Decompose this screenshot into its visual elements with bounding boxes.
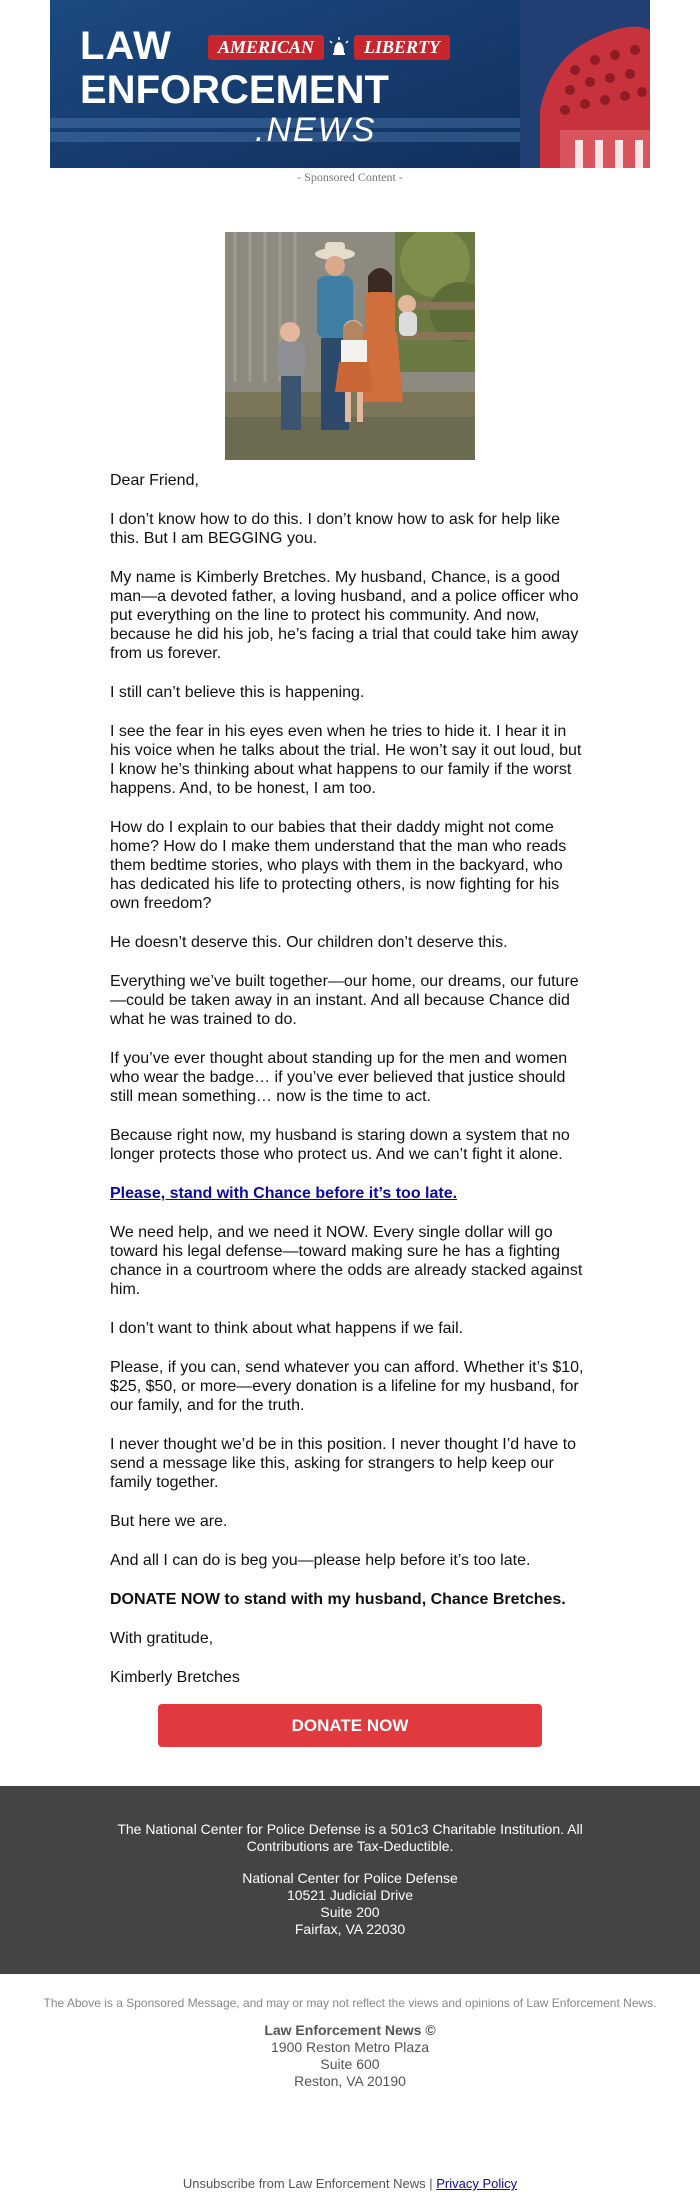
charity-address bbox=[0, 1870, 700, 1938]
donate-now-button[interactable]: DONATE NOW bbox=[158, 1704, 542, 1747]
stand-with-chance-paragraph bbox=[110, 1184, 590, 1203]
header-banner[interactable] bbox=[50, 0, 650, 168]
letter-paragraph: My name is Kimberly Bretches. My husband, Chance, is a good man—a devoted father, a loving husband, and a police officer who put everything on the line to protect his community. And now, because he did his job, he’s facing a trial that could take him away from us forever. bbox=[110, 569, 579, 662]
address-line: National Center for Police Defense bbox=[242, 1870, 458, 1886]
stand-with-chance-link[interactable]: Please, stand with Chance before it’s too late. bbox=[110, 1185, 458, 1202]
charity-footer bbox=[0, 1786, 700, 1974]
letter-paragraph: I see the fear in his eyes even when he tries to hide it. I hear it in his voice when he talks about the trial. He won’t say it out loud, but I know he’s thinking about what happens to our family if the worst happens. And, to be honest, I am too. bbox=[110, 723, 582, 797]
logo-text-enforcement: ENFORCEMENT bbox=[80, 68, 389, 112]
family-photo bbox=[225, 232, 475, 460]
badge-american: AMERICAN bbox=[208, 35, 324, 60]
liberty-bell-icon bbox=[328, 35, 350, 59]
letter-paragraph: Everything we’ve built together—our home, our dreams, our future—could be taken away in an instant. And all because Chance did what he was trained to do. bbox=[110, 973, 579, 1028]
unsubscribe-bar bbox=[0, 2176, 700, 2191]
letter-paragraph: But here we are. bbox=[110, 1513, 228, 1530]
badge-liberty: LIBERTY bbox=[354, 35, 450, 60]
letter-paragraph: I still can’t believe this is happening. bbox=[110, 684, 365, 701]
logo-text-news: .NEWS bbox=[255, 111, 377, 149]
separator: | bbox=[429, 2176, 433, 2191]
logo-text-law: LAW bbox=[80, 24, 172, 68]
flag-silhouette-icon bbox=[520, 0, 650, 168]
letter-paragraph: We need help, and we need it NOW. Every single dollar will go toward his legal defense—toward making sure he has a fighting chance in a courtroom where the odds are already stacked against him. bbox=[110, 1224, 583, 1298]
publisher-name: Law Enforcement News © bbox=[264, 2022, 436, 2038]
unsubscribe-link[interactable]: Unsubscribe from Law Enforcement News bbox=[182, 2176, 426, 2191]
letter-paragraph: I don’t know how to do this. I don’t know how to ask for help like this. But I am BEGGING you. bbox=[110, 511, 561, 547]
tax-deductible-notice: The National Center for Police Defense is a 501c3 Charitable Institution. All Contributions are Tax-Deductible. bbox=[117, 1821, 583, 1854]
donate-bold-cta: DONATE NOW to stand with my husband, Chance Bretches. bbox=[110, 1591, 566, 1608]
family-photo-icon bbox=[225, 232, 475, 460]
sponsored-label: - Sponsored Content - bbox=[297, 170, 403, 184]
publisher-address-line: 1900 Reston Metro Plaza bbox=[271, 2039, 429, 2055]
american-liberty-badge bbox=[208, 34, 450, 60]
address-line: Fairfax, VA 22030 bbox=[294, 1921, 406, 1937]
letter-paragraph: Because right now, my husband is staring down a system that no longer protects those who protect us. And we can’t fight it alone. bbox=[110, 1127, 570, 1163]
privacy-policy-link[interactable]: Privacy Policy bbox=[436, 2176, 518, 2191]
letter-paragraph: If you’ve ever thought about standing up for the men and women who wear the badge… if you’ve ever believed that justice should still mean something… now is the time to act. bbox=[110, 1050, 568, 1105]
letter-paragraph: I don’t want to think about what happens if we fail. bbox=[110, 1320, 464, 1337]
letter-body bbox=[110, 471, 590, 1707]
letter-signature: Kimberly Bretches bbox=[110, 1669, 240, 1686]
letter-paragraph: How do I explain to our babies that their daddy might not come home? How do I make them understand that the man who reads them bedtime stories, who plays with them in the backyard, who has dedicated his life to protecting others, is now fighting for his own freedom? bbox=[110, 819, 567, 912]
publisher-address-line: Suite 600 bbox=[320, 2056, 380, 2072]
letter-greeting: Dear Friend, bbox=[110, 472, 199, 489]
letter-paragraph: He doesn’t deserve this. Our children don’t deserve this. bbox=[110, 934, 508, 951]
sponsored-disclaimer: The Above is a Sponsored Message, and may or may not reflect the views and opinions of Law Enforcement News. bbox=[43, 1996, 657, 2010]
publisher-info bbox=[0, 2022, 700, 2090]
letter-paragraph: I never thought we’d be in this position. I never thought I’d have to send a message like this, asking for strangers to help keep our family together. bbox=[110, 1436, 577, 1491]
letter-signoff: With gratitude, bbox=[110, 1630, 214, 1647]
publisher-address-line: Reston, VA 20190 bbox=[294, 2073, 406, 2089]
letter-paragraph: And all I can do is beg you—please help before it’s too late. bbox=[110, 1552, 531, 1569]
address-line: Suite 200 bbox=[320, 1904, 380, 1920]
address-line: 10521 Judicial Drive bbox=[286, 1887, 414, 1903]
letter-paragraph: Please, if you can, send whatever you can afford. Whether it’s $10, $25, $50, or more—every donation is a lifeline for my husband, for our family, and for the truth. bbox=[110, 1359, 584, 1414]
